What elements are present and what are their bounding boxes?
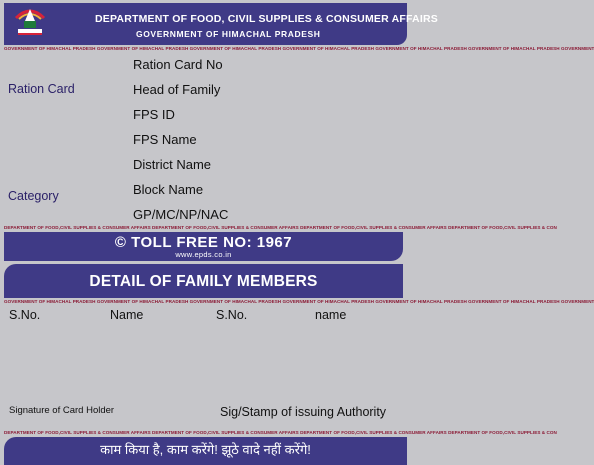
footer-slogan: काम किया है, काम करेंगे! झूठे वादे नहीं करेंगे!: [4, 437, 407, 465]
family-members-header: DETAIL OF FAMILY MEMBERS: [4, 264, 403, 298]
website-url: www.epds.co.in: [175, 250, 232, 259]
watermark-strip-bottom: DEPARTMENT OF FOOD,CIVIL SUPPLIES & CONSUMER AFFAIRS DEPARTMENT OF FOOD,CIVIL SUPPLIES & CONSUMER AFFAIRS DEPARTMENT OF FOOD,CIVIL SUPPLIES & CONSUMER AFFAIRS DEPARTMENT OF FOOD,CIVIL SUPPLIES & CON: [4, 430, 557, 435]
field-gp-mc-np-nac: GP/MC/NP/NAC: [133, 207, 229, 222]
field-block-name: Block Name: [133, 182, 204, 197]
watermark-strip-mid: DEPARTMENT OF FOOD,CIVIL SUPPLIES & CONSUMER AFFAIRS DEPARTMENT OF FOOD,CIVIL SUPPLIES & CONSUMER AFFAIRS DEPARTMENT OF FOOD,CIVIL SUPPLIES & CONSUMER AFFAIRS DEPARTMENT OF FOOD,CIVIL SUPPLIES & CON: [4, 225, 557, 230]
card-holder-signature-label: Signature of Card Holder: [9, 405, 115, 416]
state-emblem-icon: [10, 2, 50, 40]
field-district-name: District Name: [133, 157, 212, 172]
column-sno-1: S.No.: [9, 308, 41, 322]
field-head-of-family: Head of Family: [133, 82, 221, 97]
issuing-authority-signature-label: Sig/Stamp of issuing Authority: [220, 405, 387, 419]
watermark-strip-top: GOVERNMENT OF HIMACHAL PRADESH GOVERNMENT OF HIMACHAL PRADESH GOVERNMENT OF HIMACHAL PRADESH GOVERNMENT OF HIMACHAL PRADESH GOVERNMENT OF HIMACHAL PRADESH GOVERNMENT OF HIMACHAL PRADESH GOVERNMENT: [4, 46, 594, 51]
field-fps-id: FPS ID: [133, 107, 175, 122]
government-subtitle: GOVERNMENT OF HIMACHAL PRADESH: [136, 29, 321, 39]
field-fps-name: FPS Name: [133, 132, 197, 147]
department-title: DEPARTMENT OF FOOD, CIVIL SUPPLIES & CONSUMER AFFAIRS: [95, 13, 438, 25]
toll-free-band: [4, 232, 403, 261]
watermark-strip-lower: GOVERNMENT OF HIMACHAL PRADESH GOVERNMENT OF HIMACHAL PRADESH GOVERNMENT OF HIMACHAL PRADESH GOVERNMENT OF HIMACHAL PRADESH GOVERNMENT OF HIMACHAL PRADESH GOVERNMENT OF HIMACHAL PRADESH GOVERNMENT: [4, 299, 594, 304]
ration-card-label: Ration Card: [8, 82, 75, 96]
category-label: Category: [8, 189, 59, 203]
column-name-1: Name: [110, 308, 144, 322]
column-sno-2: S.No.: [216, 308, 248, 322]
toll-free-number: © TOLL FREE NO: 1967: [114, 234, 293, 251]
column-name-2: name: [315, 308, 347, 322]
field-ration-card-no: Ration Card No: [133, 57, 223, 72]
